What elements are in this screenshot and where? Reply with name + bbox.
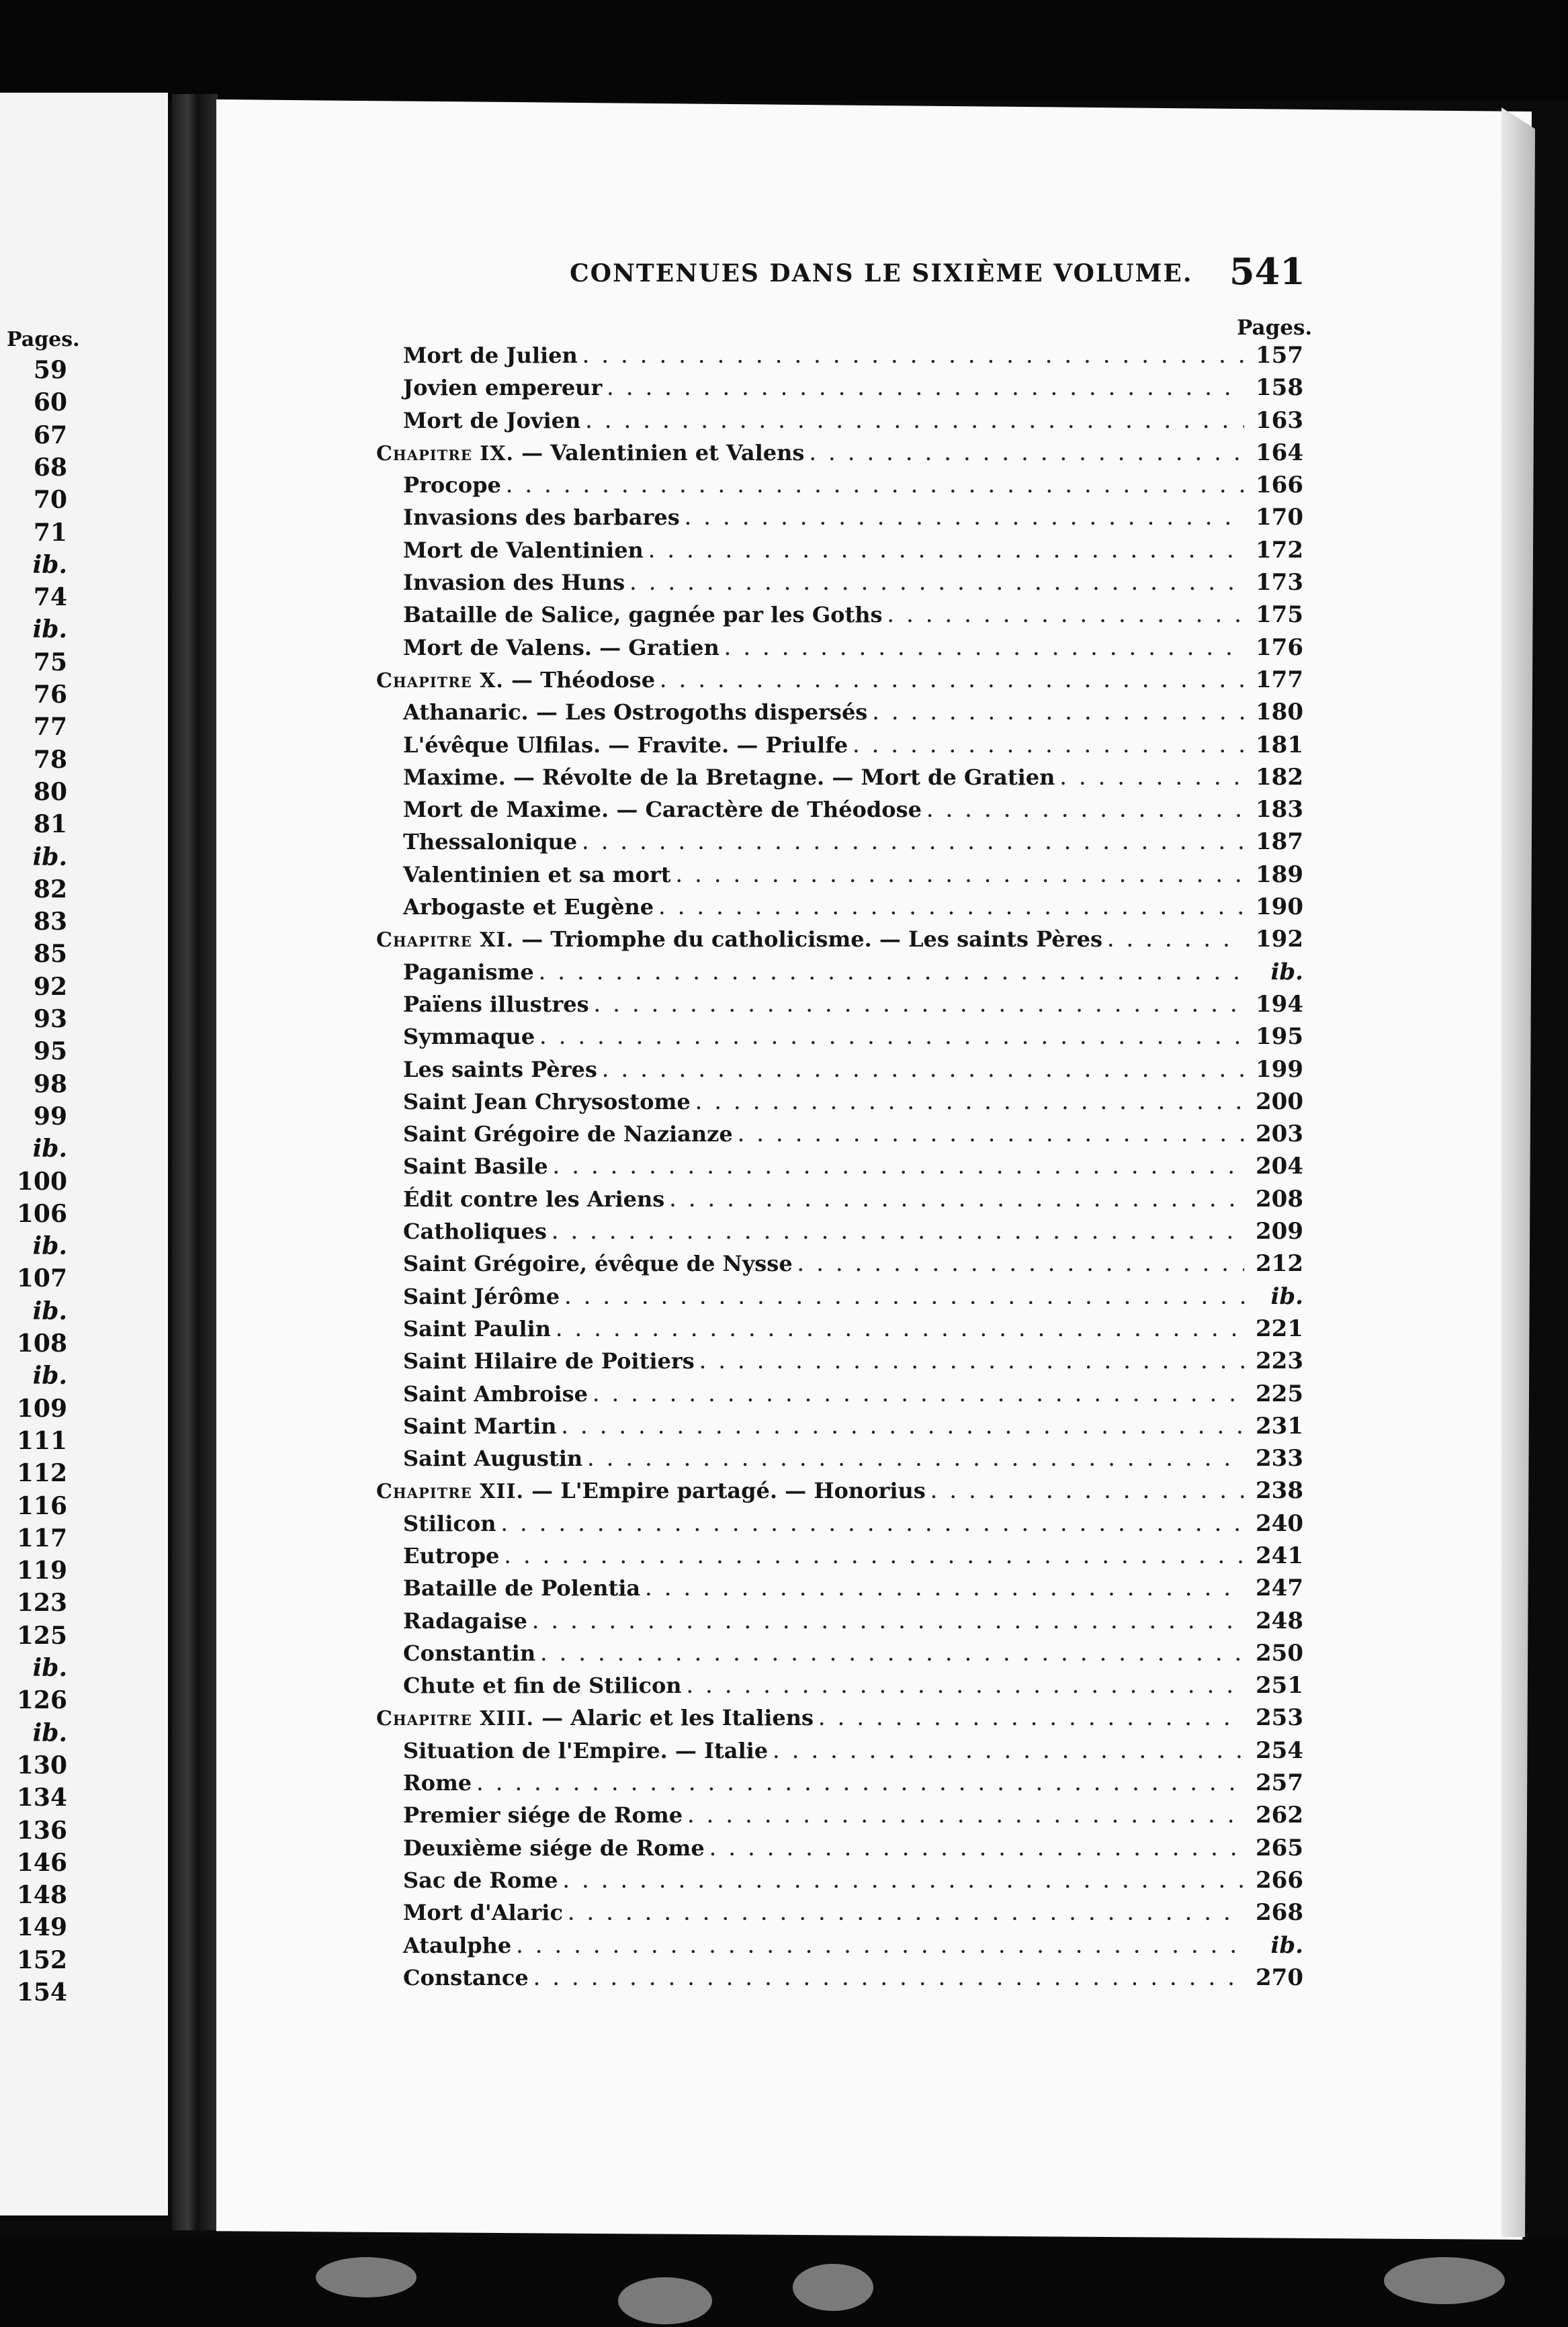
- left-page-number: 154: [16, 1978, 67, 2007]
- left-page-number: 71: [33, 518, 67, 547]
- toc-entry: [376, 1020, 1303, 1053]
- dot-leader: [564, 1866, 1245, 1896]
- entry-title: Chute et fin de Stilicon: [403, 1673, 682, 1699]
- entry-title: Eutrope: [403, 1542, 500, 1569]
- dot-leader: [507, 471, 1244, 501]
- dot-leader: [810, 439, 1244, 469]
- entry-page-number: 241: [1256, 1542, 1303, 1569]
- entry-title: Paganisme: [403, 959, 534, 985]
- entry-page-number: 203: [1256, 1121, 1303, 1148]
- pages-column-label: Pages.: [1237, 316, 1313, 340]
- entry-page-number: 208: [1256, 1185, 1303, 1213]
- entry-page-number: 163: [1256, 406, 1303, 434]
- running-head: CONTENUES DANS LE SIXIÈME VOLUME.: [570, 259, 1193, 288]
- dot-leader: [798, 1249, 1244, 1280]
- chapter-number: Chapitre IX.: [376, 441, 514, 466]
- entry-title: Deuxième siége de Rome: [403, 1835, 705, 1861]
- entry-title: Invasions des barbares: [403, 504, 680, 531]
- chapter-title: [376, 1702, 814, 1734]
- left-page-number: 136: [16, 1816, 67, 1845]
- entry-title: Constantin: [403, 1640, 536, 1666]
- left-page-number: 111: [16, 1426, 67, 1455]
- dot-leader: [1108, 925, 1244, 955]
- dot-leader: [583, 341, 1244, 371]
- dot-leader: [552, 1217, 1244, 1247]
- chapter-entry: [376, 664, 1303, 696]
- entry-page-number: 182: [1256, 763, 1303, 791]
- left-page-number: 81: [33, 810, 67, 839]
- chapter-entry: [376, 1702, 1303, 1734]
- entry-title: Thessalonique: [403, 829, 578, 855]
- entry-page-number: 170: [1256, 504, 1303, 531]
- toc-entry: [376, 1540, 1303, 1572]
- toc-entry: [376, 1150, 1303, 1182]
- entry-title: Sac de Rome: [403, 1867, 558, 1893]
- dot-leader: [556, 1315, 1244, 1345]
- entry-title: Saint Martin: [403, 1413, 557, 1439]
- left-page-number: 74: [33, 583, 67, 612]
- dot-leader: [477, 1769, 1244, 1799]
- dot-leader: [603, 1055, 1244, 1086]
- entry-page-number: 189: [1256, 861, 1303, 888]
- dot-leader: [931, 1477, 1244, 1507]
- dot-leader: [607, 374, 1244, 404]
- dot-leader: [700, 1347, 1244, 1377]
- entry-title: Arbogaste et Eugène: [403, 894, 654, 920]
- toc-entry: [376, 404, 1303, 437]
- dot-leader: [582, 828, 1244, 858]
- chapter-entry: [376, 437, 1303, 469]
- left-page-number: 67: [33, 421, 67, 449]
- left-page-number: 95: [33, 1037, 67, 1066]
- chapter-title: [376, 1475, 926, 1507]
- dot-leader: [659, 893, 1244, 923]
- toc-entry: [376, 1053, 1303, 1086]
- dot-leader: [541, 1639, 1244, 1669]
- chapter-title: [376, 923, 1102, 955]
- left-page-number: 76: [33, 680, 67, 709]
- entry-title: Édit contre les Ariens: [403, 1186, 665, 1212]
- dot-leader: [533, 1607, 1244, 1637]
- chapter-number: Chapitre XII.: [376, 1480, 524, 1504]
- entry-page-number: 187: [1256, 828, 1303, 856]
- toc-entry: [376, 826, 1303, 858]
- toc-entry: [376, 501, 1303, 533]
- dot-leader: [670, 1185, 1244, 1215]
- entry-title: Mort de Maxime. — Caractère de Théodose: [403, 797, 922, 823]
- left-page-number: 126: [16, 1686, 67, 1715]
- toc-entry: [376, 1215, 1303, 1247]
- left-page-number: 59: [33, 356, 67, 384]
- entry-page-number: 225: [1256, 1380, 1303, 1407]
- chapter-title: [376, 437, 804, 469]
- entry-title: Saint Jérôme: [403, 1283, 560, 1309]
- toc-entry: [376, 534, 1303, 566]
- entry-title: Saint Ambroise: [403, 1380, 588, 1407]
- scanner-background-bottom: [0, 2237, 1568, 2327]
- toc-entry: [376, 696, 1303, 728]
- toc-entry: [376, 1735, 1303, 1767]
- left-page-number: 82: [33, 875, 67, 904]
- entry-title: Ataulphe: [403, 1932, 512, 1958]
- dot-leader: [687, 1671, 1244, 1702]
- chapter-heading-text: — L'Empire partagé. — Honorius: [531, 1478, 926, 1504]
- chapter-heading-text: — Théodose: [511, 666, 656, 693]
- entry-page-number: 212: [1256, 1250, 1303, 1278]
- entry-page-number: 262: [1256, 1802, 1303, 1829]
- toc-entry: [376, 1118, 1303, 1150]
- dot-leader: [501, 1509, 1244, 1540]
- left-page-header: Pages.: [7, 328, 80, 351]
- entry-page-number: ib.: [1270, 1282, 1303, 1310]
- left-page-number: ib.: [32, 1718, 67, 1747]
- dot-leader: [565, 1282, 1244, 1313]
- toc-entry: [376, 729, 1303, 761]
- left-page-number: 98: [33, 1069, 67, 1098]
- chapter-number: Chapitre XI.: [376, 928, 514, 953]
- left-page-number: 108: [16, 1329, 67, 1358]
- toc-entry: [376, 1410, 1303, 1442]
- entry-title: Maxime. — Révolte de la Bretagne. — Mort de Gratien: [403, 764, 1055, 790]
- entry-page-number: 157: [1256, 342, 1303, 369]
- dot-leader: [696, 1088, 1244, 1118]
- dot-leader: [534, 1964, 1244, 1994]
- entry-title: Bataille de Polentia: [403, 1575, 641, 1601]
- chapter-heading-text: — Alaric et les Italiens: [541, 1705, 814, 1731]
- left-page-number: 92: [33, 972, 67, 1001]
- table-of-contents: [376, 339, 1303, 1994]
- entry-page-number: 204: [1256, 1153, 1303, 1180]
- left-page-number: 109: [16, 1394, 67, 1423]
- entry-title: Saint Hilaire de Poitiers: [403, 1348, 695, 1374]
- entry-title: Bataille de Salice, gagnée par les Goths: [403, 602, 883, 628]
- left-page-number: 83: [33, 908, 67, 936]
- entry-page-number: 183: [1256, 796, 1303, 824]
- dot-leader: [725, 633, 1244, 664]
- dot-leader: [853, 731, 1244, 761]
- entry-title: Saint Grégoire de Nazianze: [403, 1121, 733, 1147]
- left-page-number: 60: [33, 388, 67, 417]
- chapter-entry: [376, 1475, 1303, 1507]
- left-page-number: 77: [33, 713, 67, 742]
- scan-artifact: [618, 2277, 712, 2324]
- left-page-number: 116: [16, 1491, 67, 1520]
- entry-page-number: 257: [1256, 1769, 1303, 1797]
- toc-entry: [376, 1183, 1303, 1215]
- entry-title: Saint Grégoire, évêque de Nysse: [403, 1251, 793, 1277]
- left-page-number: 117: [16, 1524, 67, 1552]
- left-neighbor-page: [0, 93, 168, 2215]
- left-page-number: ib.: [32, 1232, 67, 1261]
- left-page-number: 100: [16, 1167, 67, 1196]
- book-spine: [172, 94, 218, 2230]
- toc-entry: [376, 891, 1303, 923]
- left-page-number: 146: [16, 1848, 67, 1877]
- dot-leader: [873, 698, 1244, 728]
- entry-title: Situation de l'Empire. — Italie: [403, 1737, 769, 1763]
- page-edge-shadow: [1501, 107, 1535, 2237]
- entry-page-number: 233: [1256, 1445, 1303, 1473]
- dot-leader: [595, 990, 1244, 1020]
- toc-entry: [376, 339, 1303, 371]
- dot-leader: [677, 861, 1244, 891]
- entry-title: Procope: [403, 472, 501, 498]
- entry-page-number: 253: [1256, 1704, 1303, 1732]
- entry-title: Catholiques: [403, 1219, 547, 1245]
- entry-page-number: 166: [1256, 472, 1303, 499]
- entry-page-number: 177: [1256, 666, 1303, 693]
- entry-page-number: 248: [1256, 1607, 1303, 1634]
- entry-page-number: 180: [1256, 699, 1303, 726]
- entry-title: Saint Jean Chrysostome: [403, 1088, 691, 1114]
- toc-entry: [376, 859, 1303, 891]
- chapter-heading-text: — Triomphe du catholicisme. — Les saints Pères: [521, 926, 1102, 953]
- entry-page-number: 176: [1256, 633, 1303, 661]
- dot-leader: [554, 1152, 1244, 1182]
- left-page-number: ib.: [32, 1362, 67, 1391]
- entry-title: Jovien empereur: [403, 375, 603, 401]
- left-page-number: 123: [16, 1589, 67, 1618]
- entry-title: Stilicon: [403, 1510, 496, 1536]
- left-page-number: 93: [33, 1005, 67, 1033]
- chapter-entry: [376, 923, 1303, 955]
- dot-leader: [505, 1542, 1244, 1572]
- left-page-number: ib.: [32, 1654, 67, 1682]
- entry-page-number: 223: [1256, 1348, 1303, 1375]
- left-page-number: 68: [33, 453, 67, 482]
- dot-leader: [517, 1931, 1244, 1962]
- dot-leader: [819, 1704, 1244, 1734]
- entry-title: L'évêque Ulfilas. — Fravite. — Priulfe: [403, 732, 848, 758]
- left-page-number: 80: [33, 777, 67, 806]
- toc-entry: [376, 761, 1303, 793]
- entry-page-number: 175: [1256, 601, 1303, 629]
- dot-leader: [773, 1737, 1244, 1767]
- entry-page-number: 172: [1256, 536, 1303, 564]
- entry-page-number: 209: [1256, 1218, 1303, 1245]
- left-page-number: 99: [33, 1102, 67, 1131]
- entry-page-number: 173: [1256, 569, 1303, 597]
- toc-entry: [376, 1669, 1303, 1702]
- dot-leader: [646, 1574, 1244, 1604]
- left-page-number: 148: [16, 1881, 67, 1910]
- toc-entry: [376, 956, 1303, 988]
- toc-entry: [376, 566, 1303, 599]
- dot-leader: [710, 1834, 1244, 1864]
- entry-page-number: 199: [1256, 1055, 1303, 1083]
- left-page-number: 130: [16, 1751, 67, 1780]
- entry-page-number: 251: [1256, 1672, 1303, 1700]
- entry-page-number: 181: [1256, 731, 1303, 758]
- toc-entry: [376, 1832, 1303, 1864]
- entry-title: Saint Basile: [403, 1153, 548, 1180]
- dot-leader: [630, 568, 1244, 599]
- scan-artifact: [793, 2264, 873, 2311]
- toc-entry: [376, 1962, 1303, 1994]
- entry-page-number: 221: [1256, 1315, 1303, 1342]
- entry-title: Mort de Jovien: [403, 407, 581, 433]
- entry-title: Premier siége de Rome: [403, 1802, 683, 1829]
- entry-title: Mort de Valens. — Gratien: [403, 634, 720, 660]
- entry-title: Invasion des Huns: [403, 570, 625, 596]
- dot-leader: [568, 1898, 1244, 1929]
- entry-title: Constance: [403, 1964, 529, 1990]
- left-page-number: 75: [33, 648, 67, 676]
- toc-entry: [376, 1313, 1303, 1345]
- left-page-number: 152: [16, 1945, 67, 1974]
- toc-entry: [376, 1767, 1303, 1799]
- dot-leader: [593, 1380, 1244, 1410]
- toc-entry: [376, 1637, 1303, 1669]
- entry-page-number: 194: [1256, 990, 1303, 1018]
- dot-leader: [562, 1412, 1244, 1442]
- entry-title: Mort d'Alaric: [403, 1900, 563, 1926]
- toc-entry: [376, 1799, 1303, 1831]
- entry-title: Les saints Pères: [403, 1056, 597, 1082]
- toc-entry: [376, 793, 1303, 826]
- toc-entry: [376, 1345, 1303, 1377]
- scan-artifact: [316, 2257, 417, 2297]
- scanner-background-top: [0, 0, 1568, 101]
- left-page-number: 85: [33, 940, 67, 969]
- toc-entry: [376, 1507, 1303, 1540]
- entry-title: Saint Augustin: [403, 1446, 583, 1472]
- dot-leader: [1060, 763, 1244, 793]
- dot-leader: [588, 1444, 1244, 1475]
- left-page-number: 134: [16, 1784, 67, 1812]
- left-page-number: 107: [16, 1264, 67, 1293]
- left-page-number: 119: [16, 1556, 67, 1585]
- dot-leader: [888, 601, 1244, 631]
- dot-leader: [649, 536, 1244, 566]
- toc-entry: [376, 631, 1303, 664]
- chapter-number: Chapitre X.: [376, 668, 504, 693]
- left-page-number: 112: [16, 1459, 67, 1488]
- dot-leader: [927, 795, 1244, 826]
- entry-page-number: 190: [1256, 893, 1303, 921]
- dot-leader: [738, 1120, 1244, 1150]
- entry-title: Symmaque: [403, 1024, 535, 1050]
- entry-page-number: 247: [1256, 1575, 1303, 1602]
- toc-entry: [376, 469, 1303, 501]
- entry-page-number: 266: [1256, 1866, 1303, 1894]
- entry-page-number: 250: [1256, 1639, 1303, 1667]
- toc-entry: [376, 1442, 1303, 1475]
- toc-entry: [376, 1896, 1303, 1929]
- toc-entry: [376, 1605, 1303, 1637]
- toc-entry: [376, 1572, 1303, 1604]
- left-page-number: ib.: [32, 1135, 67, 1164]
- left-page-number: 70: [33, 486, 67, 515]
- entry-page-number: 270: [1256, 1964, 1303, 1991]
- dot-leader: [539, 958, 1244, 988]
- toc-entry: [376, 1378, 1303, 1410]
- left-page-number: ib.: [32, 615, 67, 644]
- entry-title: Mort de Julien: [403, 343, 578, 368]
- dot-leader: [540, 1022, 1244, 1053]
- entry-title: Mort de Valentinien: [403, 537, 644, 563]
- chapter-number: Chapitre XIII.: [376, 1707, 534, 1731]
- entry-page-number: 231: [1256, 1412, 1303, 1440]
- dot-leader: [685, 503, 1244, 533]
- left-page-number: 149: [16, 1913, 67, 1942]
- toc-entry: [376, 1864, 1303, 1896]
- dot-leader: [660, 666, 1244, 696]
- entry-page-number: 192: [1256, 926, 1303, 953]
- entry-page-number: 164: [1256, 439, 1303, 466]
- entry-title: Rome: [403, 1770, 472, 1796]
- toc-entry: [376, 1280, 1303, 1313]
- chapter-title: [376, 664, 655, 696]
- left-page-number: ib.: [32, 842, 67, 871]
- entry-title: Valentinien et sa mort: [403, 861, 671, 887]
- entry-page-number: 265: [1256, 1834, 1303, 1861]
- dot-leader: [586, 406, 1244, 437]
- toc-entry: [376, 1929, 1303, 1962]
- left-page-number: ib.: [32, 1297, 67, 1325]
- toc-entry: [376, 1247, 1303, 1280]
- left-page-number: ib.: [32, 550, 67, 579]
- toc-entry: [376, 1086, 1303, 1118]
- entry-title: Radagaise: [403, 1608, 527, 1634]
- entry-page-number: 195: [1256, 1023, 1303, 1051]
- entry-page-number: ib.: [1270, 958, 1303, 985]
- entry-page-number: 158: [1256, 374, 1303, 402]
- left-page-number: 106: [16, 1199, 67, 1228]
- scan-artifact: [1384, 2257, 1505, 2304]
- chapter-heading-text: — Valentinien et Valens: [521, 439, 805, 466]
- toc-entry: [376, 988, 1303, 1020]
- entry-page-number: 254: [1256, 1737, 1303, 1764]
- dot-leader: [688, 1801, 1244, 1831]
- entry-page-number: 240: [1256, 1509, 1303, 1537]
- left-page-number: 125: [16, 1621, 67, 1650]
- entry-page-number: 268: [1256, 1899, 1303, 1927]
- entry-page-number: 238: [1256, 1477, 1303, 1505]
- left-page-number: 78: [33, 745, 67, 774]
- entry-page-number: ib.: [1270, 1931, 1303, 1959]
- entry-title: Païens illustres: [403, 991, 589, 1017]
- toc-entry: [376, 371, 1303, 404]
- toc-entry: [376, 599, 1303, 631]
- entry-page-number: 200: [1256, 1088, 1303, 1115]
- entry-title: Saint Paulin: [403, 1315, 551, 1342]
- entry-title: Athanaric. — Les Ostrogoths dispersés: [403, 699, 868, 726]
- page-number: 541: [1229, 250, 1305, 293]
